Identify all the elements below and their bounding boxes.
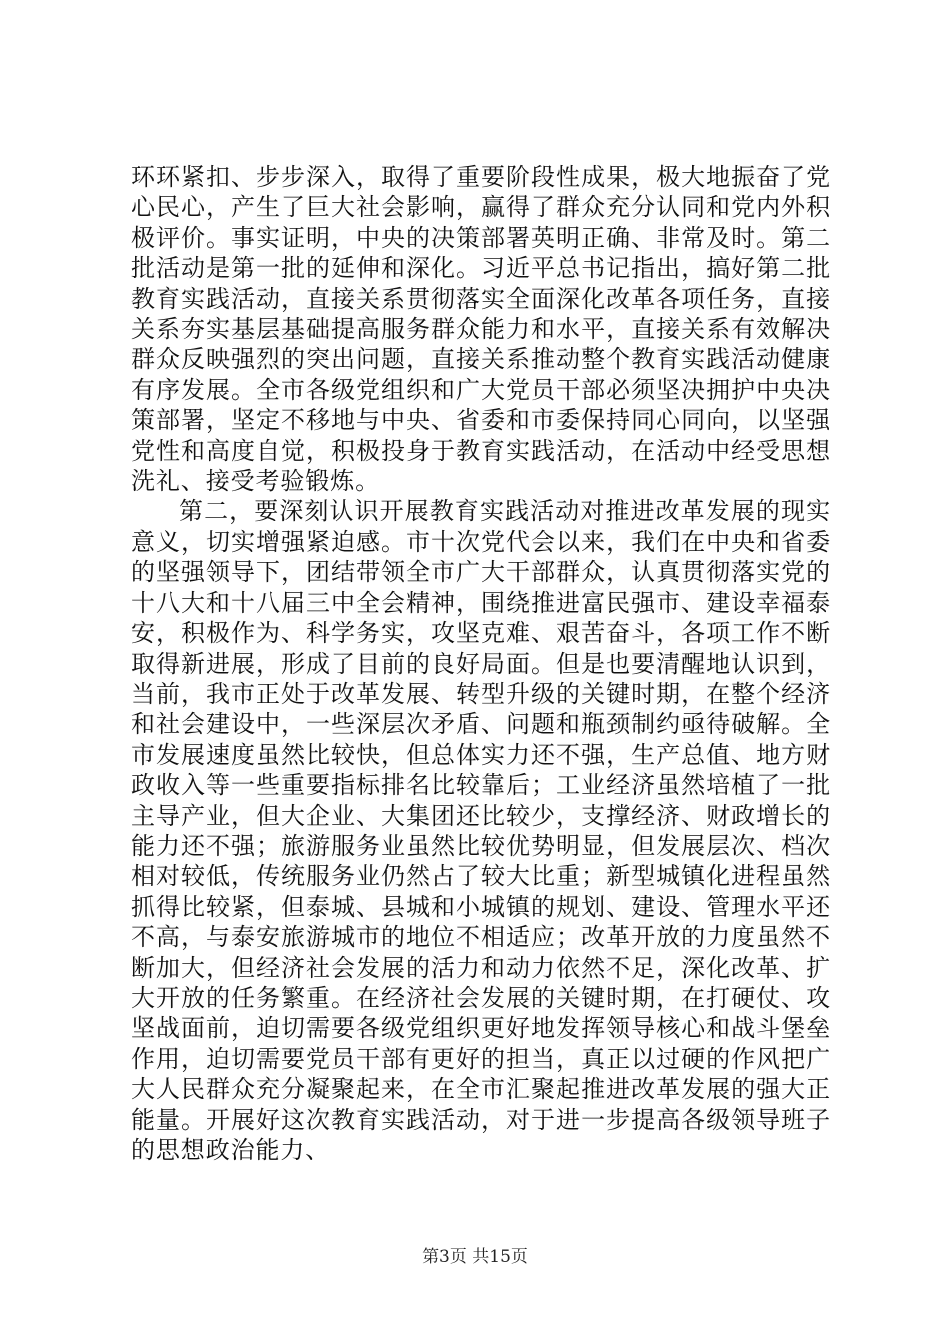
paragraph-1: 环环紧扣、步步深入，取得了重要阶段性成果，极大地振奋了党心民心，产生了巨大社会影响，赢得了群众充分认同和党内外积极评价。事实证明，中央的决策部署英明正确、非常及时。第二批活动是第一批的延伸和深化。习近平总书记指出，搞好第二批教育实践活动，直接关系贯彻落实全面深化改革各项任务，直接关系夯实基层基础提高服务群众能力和水平，直接关系有效解决群众反映强烈的突出问题，直接关系推动整个教育实践活动健康有序发展。全市各级党组织和广大党员干部必须坚决拥护中央决策部署，坚定不移地与中央、省委和市委保持同心同向，以坚强党性和高度自觉，积极投身于教育实践活动，在活动中经受思想洗礼、接受考验锻炼。 bbox=[131, 163, 831, 496]
page-number-footer: 第3页 共15页 bbox=[422, 1247, 528, 1267]
document-body bbox=[131, 162, 831, 1165]
paragraph-2: 第二，要深刻认识开展教育实践活动对推进改革发展的现实意义，切实增强紧迫感。市十次党代会以来，我们在中央和省委的坚强领导下，团结带领全市广大干部群众，认真贯彻落实党的十八大和十八届三中全会精神，围绕推进富民强市、建设幸福泰安，积极作为、科学务实，攻坚克难、艰苦奋斗，各项工作不断取得新进展，形成了目前的良好局面。但是也要清醒地认识到，当前，我市正处于改革发展、转型升级的关键时期，在整个经济和社会建设中，一些深层次矛盾、问题和瓶颈制约亟待破解。全市发展速度虽然比较快，但总体实力还不强，生产总值、地方财政收入等一些重要指标排名比较靠后；工业经济虽然培植了一批主导产业，但大企业、大集团还比较少，支撑经济、财政增长的能力还不强；旅游服务业虽然比较优势明显，但发展层次、档次相对较低，传统服务业仍然占了较大比重；新型城镇化进程虽然抓得比较紧，但泰城、县城和小城镇的规划、建设、管理水平还不高，与泰安旅游城市的地位不相适应；改革开放的力度虽然不断加大，但经济社会发展的活力和动力依然不足，深化改革、扩大开放的任务繁重。在经济社会发展的关键时期，在打硬仗、攻坚战面前，迫切需要各级党组织更好地发挥领导核心和战斗堡垒作用，迫切需要党员干部有更好的担当，真正以过硬的作风把广大人民群众充分凝聚起来，在全市汇聚起推进改革发展的强大正能量。开展好这次教育实践活动，对于进一步提高各级领导班子的思想政治能力、 bbox=[131, 497, 831, 1164]
